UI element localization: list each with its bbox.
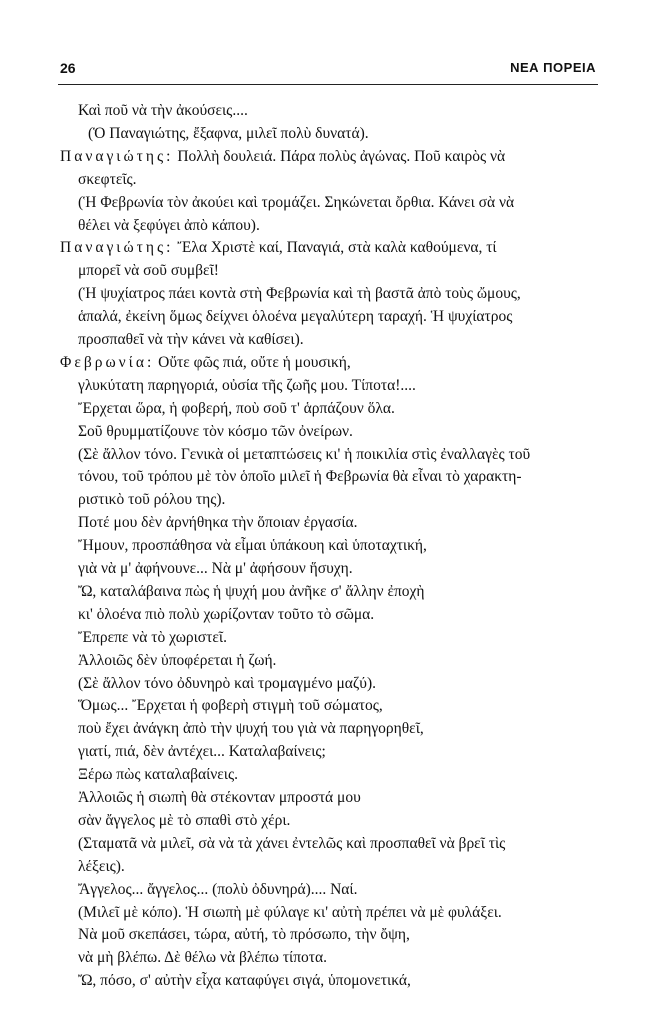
text-line [78,101,248,121]
line-text: Ἔρχεται ὥρα, ἡ φοβερή, ποὺ σοῦ τ' ἁρπάζουν ὅλα. [78,399,395,417]
text-line [78,513,357,533]
page-number: 26 [60,60,76,76]
speaker-line [60,147,505,167]
text-line [78,674,376,694]
text-line [78,948,327,968]
text-line [78,765,238,785]
line-text: (Ἡ Φεβρωνία τὸν ἀκούει καὶ τρομάζει. Σηκώνεται ὄρθια. Κάνει σὰ νὰ [78,193,515,211]
line-text: (Σταματᾶ νὰ μιλεῖ, σὰ νὰ τὰ χάνει ἐντελῶς καὶ προσπαθεῖ νὰ βρεῖ τὶς [78,834,506,852]
line-text: Ἔλα Χριστὲ καί, Παναγιά, στὰ καλὰ καθούμενα, τί [173,239,497,257]
line-text: (Μιλεῖ μὲ κόπο). Ἡ σιωπὴ μὲ φύλαγε κι' αὐτὴ πρέπει νὰ μὲ φυλάξει. [78,903,502,921]
line-text: μπορεῖ νὰ σοῦ συμβεῖ! [78,262,219,280]
text-line [78,742,326,762]
line-text: λέξεις). [78,857,125,875]
line-text: κι' ὁλοένα πιὸ πολὺ χωρίζονταν τοῦτο τὸ σῶμα. [78,605,375,623]
line-text: ἁπαλά, ἐκείνη ὅμως δείχνει ὁλοένα μεγαλύτερη ταραχή. Ἡ ψυχίατρος [78,308,513,326]
line-text: Οὔτε φῶς πιά, οὔτε ἡ μουσική, [154,353,351,371]
line-text: Πολλὴ δουλειά. Πάρα πολὺς ἀγώνας. Ποῦ καιρὸς νὰ [173,147,506,165]
running-title: ΝΕΑ ΠΟΡΕΙΑ [510,60,596,75]
text-line [78,307,512,327]
text-line [78,490,225,510]
text-line [78,925,410,945]
speaker-name: Φεβρωνία: [60,353,155,371]
line-text: γλυκύτατη παρηγοριά, οὐσία τῆς ζωῆς μου. Τίποτα!.... [78,376,416,394]
text-line [78,467,522,487]
text-line [78,559,353,579]
text-line [78,880,357,900]
text-line [78,788,361,808]
line-text: (Ὁ Παναγιώτης, ἔξαφνα, μιλεῖ πολὺ δυνατά). [88,124,369,142]
speaker-name: Παναγιώτης: [60,239,174,257]
text-line [78,719,424,739]
line-text: ριστικὸ τοῦ ρόλου της). [78,491,226,509]
line-text: Ἄγγελος... ἄγγελος... (πολὺ ὀδυνηρά).... Ναί. [78,880,358,898]
text-line [78,284,521,304]
line-text: Ὅμως... Ἔρχεται ἡ φοβερὴ στιγμὴ τοῦ σώματος, [78,697,383,715]
text-line [78,422,353,442]
text-line [78,582,425,602]
line-text: Νὰ μοῦ σκεπάσει, τώρα, αὐτή, τὸ πρόσωπο, τὴν ὄψη, [78,926,410,944]
line-text: ποὺ ἔχει ἀνάγκη ἀπὸ τὴν ψυχή του γιὰ νὰ παρηγορηθεῖ, [78,720,424,738]
text-line [78,834,505,854]
line-text: Ὤ, πόσο, σ' αὐτὴν εἶχα καταφύγει σιγά, ὑπομονετικά, [78,972,411,990]
text-line [78,193,514,213]
line-text: Ἀλλοιῶς ἡ σιωπὴ θὰ στέκονταν μπροστά μου [78,789,361,806]
header-rule [58,84,598,85]
text-line [78,696,383,716]
text-line [78,628,227,648]
text-line [78,651,276,671]
speaker-line [60,238,497,258]
line-text: (Σὲ ἄλλον τόνο. Γενικὰ οἱ μεταπτώσεις κι' ἡ ποικιλία στὶς ἐναλλαγὲς τοῦ [78,445,531,463]
text-line [78,811,290,831]
text-line [78,330,304,350]
line-text: γιατί, πιά, δὲν ἀντέχει... Καταλαβαίνεις; [78,743,326,761]
line-text: τόνου, τοῦ τρόπου μὲ τὸν ὁποῖο μιλεῖ ἡ Φεβρωνία θὰ εἶναι τὸ χαρακτη- [78,468,522,486]
line-text: γιὰ νὰ μ' ἀφήνουνε... Νὰ μ' ἀφήσουν ἥσυχη. [78,560,353,577]
text-line [88,124,369,144]
speaker-name: Παναγιώτης: [60,147,174,165]
line-text: προσπαθεῖ νὰ τὴν κάνει νὰ καθίσει). [78,331,304,348]
line-text: Καὶ ποῦ νὰ τὴν ἀκούσεις.... [78,102,248,119]
line-text: θέλει νὰ ξεφύγει ἀπὸ κάπου). [78,216,260,234]
text-line [78,216,260,236]
line-text: σκεφτεῖς. [78,170,137,188]
text-line [78,971,411,991]
text-line [78,536,427,556]
text-line [78,445,530,465]
text-line [78,261,219,281]
text-line [78,857,125,877]
line-text: (Σὲ ἄλλον τόνο ὀδυνηρὸ καὶ τρομαγμένο μαζύ). [78,674,377,692]
text-line [78,376,416,396]
line-text: Σοῦ θρυμματίζουνε τὸν κόσμο τῶν ὀνείρων. [78,422,353,440]
text-line [78,399,395,419]
line-text: σὰν ἄγγελος μὲ τὸ σπαθὶ στὸ χέρι. [78,811,291,829]
line-text: Ἀλλοιῶς δὲν ὑποφέρεται ἡ ζωή. [78,651,277,669]
line-text: Ποτέ μου δὲν ἀρνήθηκα τὴν ὅποιαν ἐργασία. [78,514,358,532]
line-text: νὰ μὴ βλέπω. Δὲ θέλω νὰ βλέπω τίποτα. [78,949,328,967]
line-text: Ἤμουν, προσπάθησα νὰ εἶμαι ὑπάκουη καὶ ὑποταχτική, [78,537,427,555]
line-text: (Ἡ ψυχίατρος πάει κοντὰ στὴ Φεβρωνία καὶ τὴ βαστᾶ ἀπὸ τοὺς ὤμους, [78,285,521,303]
line-text: Ὤ, καταλάβαινα πὼς ἡ ψυχή μου ἀνῆκε σ' ἄλλην ἐποχὴ [78,582,425,600]
text-line [78,903,502,923]
text-line [78,170,137,190]
line-text: Ξέρω πὼς καταλαβαίνεις. [78,766,238,784]
line-text: Ἔπρεπε νὰ τὸ χωριστεῖ. [78,628,227,646]
text-line [78,605,374,625]
speaker-line [60,353,351,373]
